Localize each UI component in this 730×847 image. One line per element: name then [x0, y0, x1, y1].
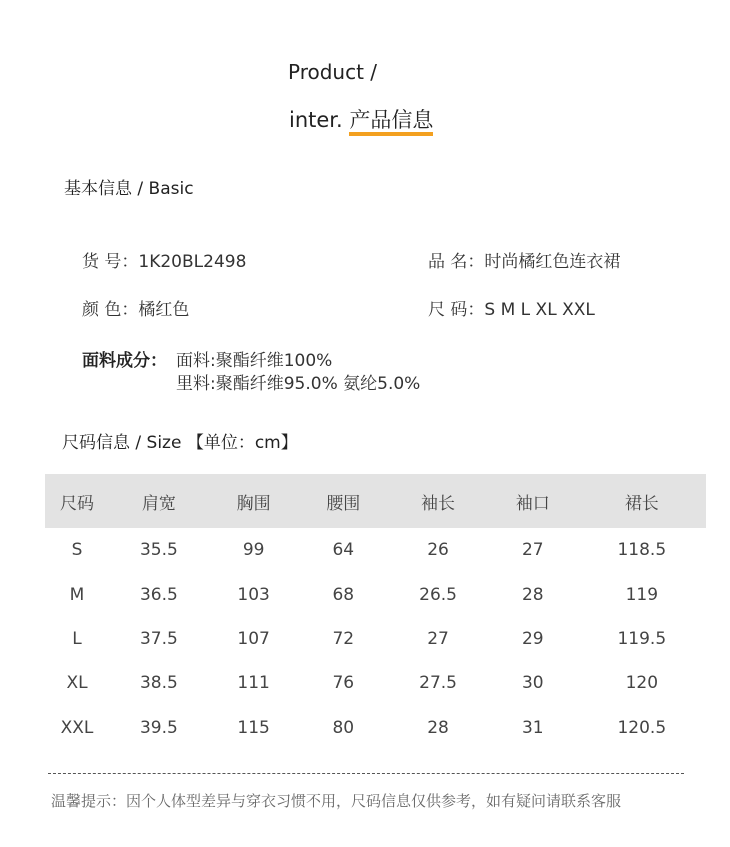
table-cell: 115	[237, 717, 270, 738]
table-cell: 118.5	[617, 540, 667, 561]
size-label: 尺 码：	[428, 300, 485, 320]
product-name-label: 品 名：	[428, 252, 485, 272]
table-cell: 99	[242, 540, 265, 561]
table-cell: 27	[521, 540, 544, 561]
title-chinese: 产品信息	[349, 108, 434, 132]
table-cell: 36.5	[139, 584, 178, 605]
table-cell: 107	[237, 628, 270, 649]
size-value: S M L XL XXL	[484, 300, 595, 320]
table-cell: 68	[332, 584, 355, 605]
title-english: inter.	[289, 108, 343, 132]
table-cell: 38.5	[139, 673, 178, 694]
table-cell: XL	[66, 673, 88, 694]
item-no-field	[82, 247, 246, 272]
table-cell: 119.5	[617, 628, 667, 649]
fabric-line-lining: 里料:聚酯纤维95.0% 氨纶5.0%	[176, 374, 421, 394]
table-cell: 64	[332, 540, 355, 561]
table-cell: 80	[332, 717, 355, 738]
table-cell: 26.5	[419, 584, 457, 605]
dashed-divider	[48, 773, 684, 774]
title-line-2	[289, 104, 433, 134]
title-chinese-wrap	[349, 104, 433, 134]
color-field	[82, 295, 189, 320]
table-cell: 37.5	[139, 628, 178, 649]
size-table-header-row	[45, 474, 706, 528]
table-cell: 31	[521, 717, 544, 738]
table-cell: 29	[521, 628, 544, 649]
table-row	[45, 528, 706, 572]
header-cell: 腰围	[298, 474, 388, 528]
table-row	[45, 706, 706, 750]
table-cell: 26	[427, 540, 449, 561]
header-cell: 袖长	[388, 474, 488, 528]
basic-info-title: 基本信息 / Basic	[64, 179, 194, 199]
size-notice: 温馨提示：因个人体型差异与穿衣习惯不用，尺码信息仅供参考，如有疑问请联系客服	[51, 792, 622, 810]
table-cell: 72	[332, 628, 355, 649]
table-cell: 28	[427, 717, 449, 738]
table-cell: 120.5	[617, 717, 667, 738]
table-cell: 76	[332, 673, 355, 694]
table-row	[45, 661, 706, 705]
size-info-title: 尺码信息 / Size 【单位：cm】	[62, 433, 298, 453]
table-cell: 103	[237, 584, 270, 605]
table-cell: 119	[625, 584, 659, 605]
table-cell: L	[72, 628, 82, 649]
title-line-1: Product /	[288, 60, 378, 84]
size-field	[428, 295, 595, 320]
table-cell: 28	[521, 584, 544, 605]
table-cell: S	[71, 540, 83, 561]
header-cell: 袖口	[488, 474, 578, 528]
product-name-field	[428, 247, 620, 272]
table-cell: 27	[427, 628, 449, 649]
table-cell: 111	[237, 673, 270, 694]
color-value: 橘红色	[138, 300, 190, 320]
table-cell: 35.5	[139, 540, 178, 561]
header-cell: 肩宽	[109, 474, 209, 528]
size-table	[45, 474, 706, 750]
color-label: 颜 色：	[82, 300, 139, 320]
table-cell: XXL	[60, 717, 94, 738]
fabric-composition-label: 面料成分：	[82, 351, 167, 371]
table-cell: 39.5	[139, 717, 178, 738]
header-cell: 胸围	[209, 474, 299, 528]
table-cell: 120	[625, 673, 659, 694]
product-name-value: 时尚橘红色连衣裙	[484, 252, 621, 272]
item-no-label: 货 号：	[82, 252, 139, 272]
table-row	[45, 572, 706, 616]
title-accent-underline	[349, 132, 433, 136]
table-cell: 27.5	[419, 673, 457, 694]
table-row	[45, 617, 706, 661]
item-no-value: 1K20BL2498	[138, 252, 247, 272]
header-cell: 尺码	[45, 474, 109, 528]
table-cell: M	[69, 584, 85, 605]
fabric-line-outer: 面料:聚酯纤维100%	[176, 351, 333, 371]
header-cell: 裙长	[578, 474, 706, 528]
table-cell: 30	[521, 673, 544, 694]
